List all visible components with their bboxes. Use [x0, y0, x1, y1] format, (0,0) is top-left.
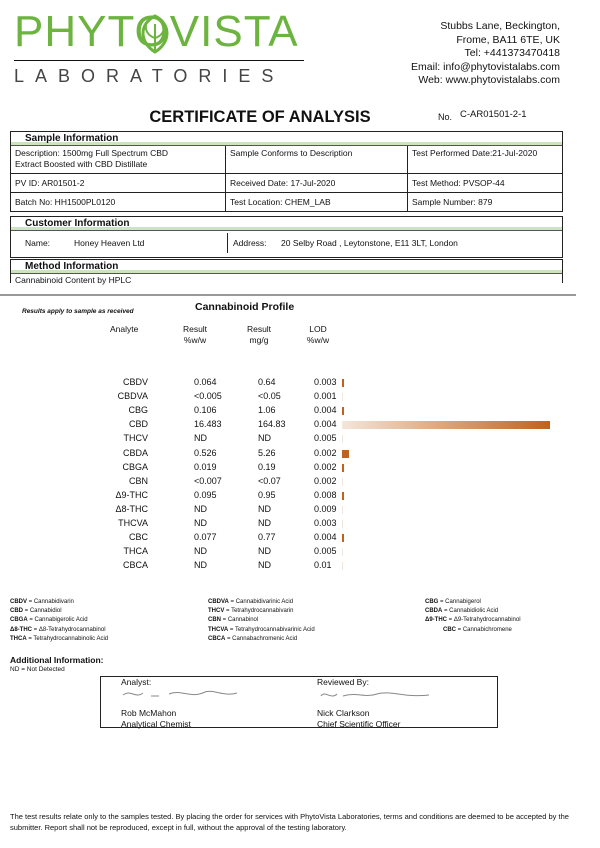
- lod-cell: 0.003: [314, 518, 337, 528]
- table-row: [0, 546, 600, 560]
- additional-info-heading: Additional Information:: [10, 655, 104, 665]
- result-pct-cell: 0.095: [194, 489, 217, 500]
- result-mg-cell: <0.05: [258, 391, 281, 402]
- lod-cell: 0.003: [314, 377, 337, 387]
- result-bar: [342, 393, 343, 401]
- pv-id-cell: PV ID: AR01501-2: [11, 174, 226, 193]
- table-row: [0, 405, 600, 419]
- analyst-signature: [121, 687, 241, 701]
- method-cell: Test Method: PVSOP-44: [408, 174, 562, 193]
- test-date-cell: Test Performed Date:21-Jul-2020: [408, 146, 562, 174]
- phone: Tel: +441373470418: [464, 47, 560, 59]
- result-pct-cell: 0.526: [194, 447, 217, 458]
- address-line: Frome, BA11 6TE, UK: [456, 33, 560, 46]
- result-pct-cell: ND: [194, 518, 207, 528]
- analyte-cell: CBGA: [122, 461, 148, 472]
- legend-item: THCA = Tetrahydrocannabinolic Acid: [10, 635, 109, 642]
- result-bar: [342, 520, 343, 528]
- reviewer-signature: [317, 688, 437, 702]
- method-information-section: [10, 259, 563, 283]
- analyte-cell: CBDV: [122, 377, 148, 387]
- analyst-name: Rob McMahon: [121, 708, 177, 718]
- legend-item: THCVA = Tetrahydrocannabivarinic Acid: [208, 626, 315, 633]
- result-pct-cell: 0.019: [194, 461, 217, 472]
- reviewer-title: Chief Scientific Officer: [317, 719, 401, 729]
- legend-item: CBC = Cannabichromene: [443, 626, 512, 633]
- result-mg-cell: 1.06: [258, 405, 276, 416]
- table-row: [0, 462, 600, 476]
- lod-cell: 0.002: [314, 447, 337, 458]
- result-bar: [342, 492, 344, 500]
- received-cell: Received Date: 17-Jul-2020: [226, 174, 408, 193]
- customer-information-section: [10, 216, 563, 258]
- batch-cell: Batch No: HH1500PL0120: [11, 193, 226, 211]
- reviewer-label: Reviewed By:: [317, 677, 369, 687]
- method-text: Cannabinoid Content by HPLC: [15, 275, 132, 285]
- legend-item: CBG = Cannabigerol: [425, 599, 481, 605]
- result-pct-cell: ND: [194, 503, 207, 514]
- analyte-cell: THCVA: [118, 518, 148, 528]
- location-cell: Test Location: CHEM_LAB: [226, 193, 408, 211]
- nd-note: ND = Not Detected: [10, 666, 65, 673]
- sample-information-section: [10, 131, 563, 212]
- legend-item: CBDA = Cannabidiolic Acid: [425, 608, 499, 615]
- analyte-cell: CBN: [128, 475, 148, 486]
- legend-item: CBDV = Cannabidivarin: [10, 599, 74, 605]
- table-row: [0, 433, 600, 447]
- email-link[interactable]: Email: info@phytovistalabs.com: [411, 60, 560, 73]
- reviewer-name: Nick Clarkson: [317, 708, 370, 718]
- result-mg-cell: 5.26: [258, 447, 276, 458]
- analyte-cell: THCA: [123, 546, 148, 557]
- result-pct-cell: <0.007: [194, 475, 222, 486]
- lod-cell: 0.005: [314, 433, 337, 444]
- legend-item: CBD = Cannabidiol: [10, 608, 62, 615]
- legend-item: CBDVA = Cannabidivarinic Acid: [208, 599, 294, 605]
- result-bar: [342, 562, 343, 570]
- result-pct-cell: 0.077: [194, 532, 217, 543]
- lod-cell: 0.004: [314, 405, 337, 416]
- section-heading: Customer Information: [11, 217, 562, 231]
- result-mg-cell: <0.07: [258, 475, 281, 486]
- legend-item: Δ9-THC = Δ9-Tetrahydrocannabinol: [425, 617, 521, 624]
- result-bar: [342, 407, 344, 415]
- lod-cell: 0.002: [314, 461, 337, 472]
- lod-cell: 0.001: [314, 391, 337, 402]
- result-bar: [342, 450, 349, 458]
- result-bar: [342, 548, 343, 556]
- table-row: [0, 560, 600, 574]
- profile-note: Results apply to sample as received: [22, 308, 134, 315]
- cert-number-label: No.: [438, 112, 453, 122]
- table-row: [0, 476, 600, 490]
- result-bar: [342, 421, 550, 429]
- logo-text: PHYTOVISTA: [14, 7, 299, 56]
- lod-cell: 0.004: [314, 419, 337, 430]
- footer-disclaimer: The test results relate only to the samples tested. By placing the order for services with PhytoVista Laboratories, terms and conditions are deemed to be accepted by the submitter. Report shall not be reproduced, except in full, without the approval of the testing laboratory.: [10, 812, 569, 832]
- conforms-cell: Sample Conforms to Description: [226, 146, 408, 174]
- lod-cell: 0.005: [314, 546, 337, 557]
- result-pct-cell: 16.483: [194, 419, 222, 430]
- analyst-title: Analytical Chemist: [121, 719, 191, 729]
- table-row: [0, 490, 600, 504]
- lod-cell: 0.008: [314, 489, 337, 500]
- profile-title: Cannabinoid Profile: [195, 301, 295, 313]
- table-row: [0, 377, 600, 391]
- sample-number-cell: Sample Number: 879: [412, 196, 493, 207]
- lab-address: [411, 20, 560, 88]
- lod-cell: 0.004: [314, 532, 337, 543]
- analyte-cell: Δ9-THC: [115, 489, 148, 500]
- result-mg-cell: ND: [258, 546, 271, 557]
- cert-number: C-AR01501-2-1: [460, 109, 527, 120]
- separator: [0, 294, 576, 296]
- column-header-result-mg: Result mg/g: [246, 324, 272, 345]
- lod-cell: 0.009: [314, 503, 337, 514]
- result-bar: [342, 464, 344, 472]
- address-label: Address:: [233, 238, 267, 248]
- result-bar: [342, 435, 343, 443]
- result-bar: [342, 478, 343, 486]
- result-mg-cell: ND: [258, 433, 271, 444]
- result-mg-cell: ND: [258, 560, 271, 571]
- logo-subtitle: LABORATORIES: [14, 66, 285, 86]
- table-row: [0, 391, 600, 405]
- result-mg-cell: ND: [258, 518, 271, 528]
- name-label: Name:: [25, 238, 51, 248]
- lod-cell: 0.01: [314, 560, 332, 571]
- result-pct-cell: 0.064: [194, 377, 217, 387]
- analyte-cell: CBDVA: [117, 391, 148, 402]
- table-row: [0, 518, 600, 532]
- legend-item: CBGA = Cannabigerolic Acid: [10, 617, 88, 624]
- result-pct-cell: <0.005: [194, 391, 222, 402]
- analyte-cell: THCV: [123, 433, 148, 444]
- lod-cell: 0.002: [314, 475, 337, 486]
- divider: [227, 233, 228, 253]
- analyst-label: Analyst:: [121, 677, 152, 687]
- leaf-icon: [137, 14, 173, 54]
- result-bar: [342, 534, 344, 542]
- result-bar: [342, 379, 344, 387]
- result-mg-cell: 0.64: [258, 377, 276, 387]
- result-mg-cell: 0.19: [258, 461, 276, 472]
- legend-item: CBCA = Cannabachromenic Acid: [208, 635, 298, 642]
- result-mg-cell: ND: [258, 503, 271, 514]
- result-pct-cell: ND: [194, 560, 207, 571]
- document-title: CERTIFICATE OF ANALYSIS: [149, 108, 371, 126]
- result-pct-cell: 0.106: [194, 405, 217, 416]
- legend-item: CBN = Cannabinol: [208, 617, 259, 624]
- legend-item: THCV = Tetrahydrocannabivarin: [208, 608, 294, 615]
- analyte-cell: CBDA: [122, 447, 148, 458]
- logo-divider: [14, 60, 304, 61]
- result-bar: [342, 506, 343, 514]
- column-header-result-pct: Result %w/w: [182, 324, 208, 345]
- description-cell: Description: 1500mg Full Spectrum CBD Extract Boosted with CBD Distillate: [11, 146, 226, 174]
- customer-name: Honey Heaven Ltd: [74, 238, 145, 248]
- result-mg-cell: 0.77: [258, 532, 276, 543]
- analyte-cell: CBD: [128, 419, 148, 430]
- table-row: [0, 448, 600, 462]
- analyte-cell: CBG: [128, 405, 148, 416]
- table-row: [0, 419, 600, 433]
- section-heading: Sample Information: [11, 132, 562, 146]
- legend-item: Δ8-THC = Δ8-Tetrahydrocannabinol: [10, 626, 106, 633]
- customer-address: 20 Selby Road , Leytonstone, E11 3LT, London: [281, 238, 458, 248]
- column-header-analyte: Analyte: [110, 324, 139, 334]
- analyte-cell: CBCA: [122, 560, 148, 571]
- section-heading: Method Information: [11, 260, 562, 274]
- table-row: [0, 532, 600, 546]
- address-line: Stubbs Lane, Beckington,: [440, 20, 560, 32]
- result-mg-cell: 164.83: [258, 419, 286, 430]
- result-pct-cell: ND: [194, 546, 207, 557]
- column-header-lod: LOD %w/w: [306, 324, 330, 345]
- result-pct-cell: ND: [194, 433, 207, 444]
- analyte-cell: CBC: [128, 532, 148, 543]
- web-link[interactable]: Web: www.phytovistalabs.com: [418, 74, 560, 86]
- signature-box: [100, 676, 498, 728]
- table-row: [0, 504, 600, 518]
- analyte-cell: Δ8-THC: [115, 503, 148, 514]
- result-mg-cell: 0.95: [258, 489, 276, 500]
